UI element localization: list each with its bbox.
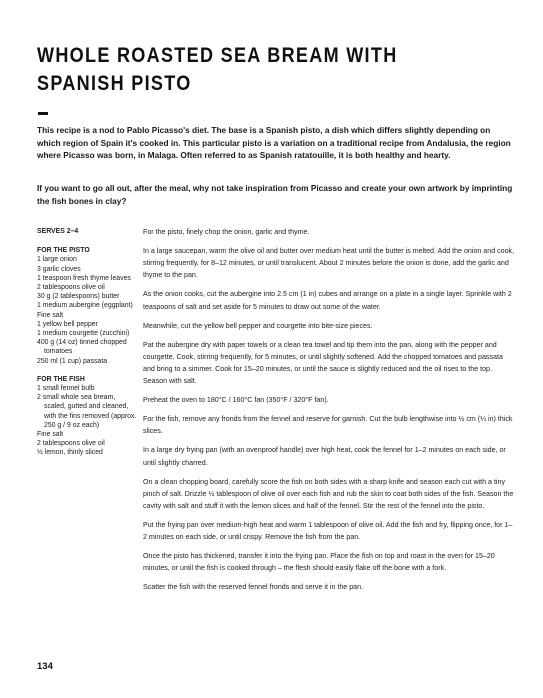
method-step: Meanwhile, cut the yellow bell pepper and courgette into bite-size pieces.	[143, 321, 373, 330]
ingredient-item: Fine salt	[37, 431, 64, 439]
method-step: For the pisto, finely chop the onion, garlic and thyme.	[143, 228, 310, 236]
method-step: Scatter the fish with the reserved fennel fronds and serve it in the pan.	[143, 583, 364, 592]
ingredient-item: 1 yellow bell pepper	[37, 320, 98, 328]
method-step: As the onion cooks, cut the aubergine into 2.5 cm (1 in) cubes and arrange on a plate in a single layer. Sprinkle with 2 teaspoons of salt and set aside for 5 minutes to draw out some of the water.	[143, 290, 512, 311]
intro-paragraph-2: If you want to go all out, after the meal, why not take inspiration from Picasso and create your own artwork by imprinting the fish bones in clay?	[37, 183, 513, 206]
pisto-heading: FOR THE PISTO	[37, 247, 90, 255]
ingredient-item: 1 small fennel bulb	[37, 385, 95, 393]
ingredient-item: 1 medium aubergine (eggplant)	[37, 302, 133, 310]
ingredient-item: 1 teaspoon fresh thyme leaves	[37, 274, 131, 282]
recipe-title	[37, 42, 441, 98]
pisto-ingredient-list	[37, 255, 137, 365]
ingredient-item: 250 ml (1 cup) passata	[37, 357, 108, 365]
ingredient-item: 3 garlic cloves	[37, 265, 81, 273]
method-step: For the fish, remove any fronds from the fennel and reserve for garnish. Cut the bulb lengthwise into ½ cm (¼ in) thick slices.	[143, 415, 513, 436]
method-step: Once the pisto has thickened, transfer it into the frying pan. Place the fish on top and roast in the oven for 15–20 minutes, or until the fish is cooked through – the flesh should easily flake off the bone with a fork.	[143, 552, 495, 573]
fish-heading: FOR THE FISH	[37, 375, 85, 383]
ingredient-item: ½ lemon, thinly sliced	[37, 449, 103, 457]
title-rule-divider	[38, 112, 48, 115]
ingredient-item: Fine salt	[37, 311, 64, 319]
recipe-title-line-2: SPANISH PISTO	[37, 72, 192, 95]
method-steps	[143, 226, 515, 600]
ingredient-item: 2 small whole sea bream, scaled, gutted and cleaned, with the fins removed (approx. 250 g / 9 oz each)	[37, 394, 137, 429]
recipe-title-line-1: WHOLE ROASTED SEA BREAM WITH	[37, 44, 398, 67]
ingredient-item: 2 tablespoons olive oil	[37, 284, 105, 292]
ingredient-item: 30 g (2 tablespoons) butter	[37, 293, 120, 301]
page-number: 134	[37, 661, 53, 672]
ingredient-item: 400 g (14 oz) tinned chopped tomatoes	[37, 339, 127, 356]
serves-label: SERVES 2–4	[37, 228, 79, 235]
method-step: On a clean chopping board, carefully score the fish on both sides with a sharp knife and season each cut with a tiny pinch of salt. Drizzle ½ tablespoon of olive oil over each fish and rub the skin to coat both sides of the fish. Season the cavity with salt and stuff it with the lemon slices and half of the fennel. Stir the rest of the fennel into the pisto.	[143, 477, 514, 511]
method-step: In a large saucepan, warm the olive oil and butter over medium heat until the butter is melted. Add the onion and cook, stirring frequently, for 8–12 minutes, or until translucent. About 2 minutes before the onion is done, add the garlic and thyme to the pan.	[143, 247, 515, 280]
ingredient-item: 1 large onion	[37, 256, 77, 264]
method-step: Pat the aubergine dry with paper towels or a clean tea towel and tip them into the pan, along with the pepper and courgette. Cook, stirring frequently, for 5 minutes, or until slightly softened. Add the chopped tomatoes and passata and bring to a simmer. Cook for 15–20 minutes, or until the sauce is slightly reduced and the oil rises to the top. Season with salt.	[143, 340, 503, 386]
method-step: In a large dry frying pan (with an ovenproof handle) over high heat, cook the fennel for 1–2 minutes on each side, or until slightly charred.	[143, 446, 506, 467]
fish-ingredient-list	[37, 384, 137, 458]
method-step: Put the frying pan over medium-high heat and warm 1 tablespoon of olive oil. Add the fish and fry, flipping once, for 1–2 minutes on each side, or until crispy. Remove the fish from the pan.	[143, 521, 513, 542]
ingredient-item: 2 tablespoons olive oil	[37, 440, 105, 448]
ingredients-sidebar	[37, 227, 137, 467]
method-step: Preheat the oven to 180°C / 160°C fan (350°F / 320°F fan).	[143, 396, 329, 405]
intro-paragraph: This recipe is a nod to Pablo Picasso's diet. The base is a Spanish pisto, a dish which differs slightly depending on which region of Spain it's cooked in. This particular pisto is a variation on a traditional recipe from Andalusia, the region where Picasso was born, in Malaga. Often referred to as Spanish ratatouille, it is both healthy and hearty.	[37, 125, 511, 161]
ingredient-item: 1 medium courgette (zucchini)	[37, 330, 130, 338]
